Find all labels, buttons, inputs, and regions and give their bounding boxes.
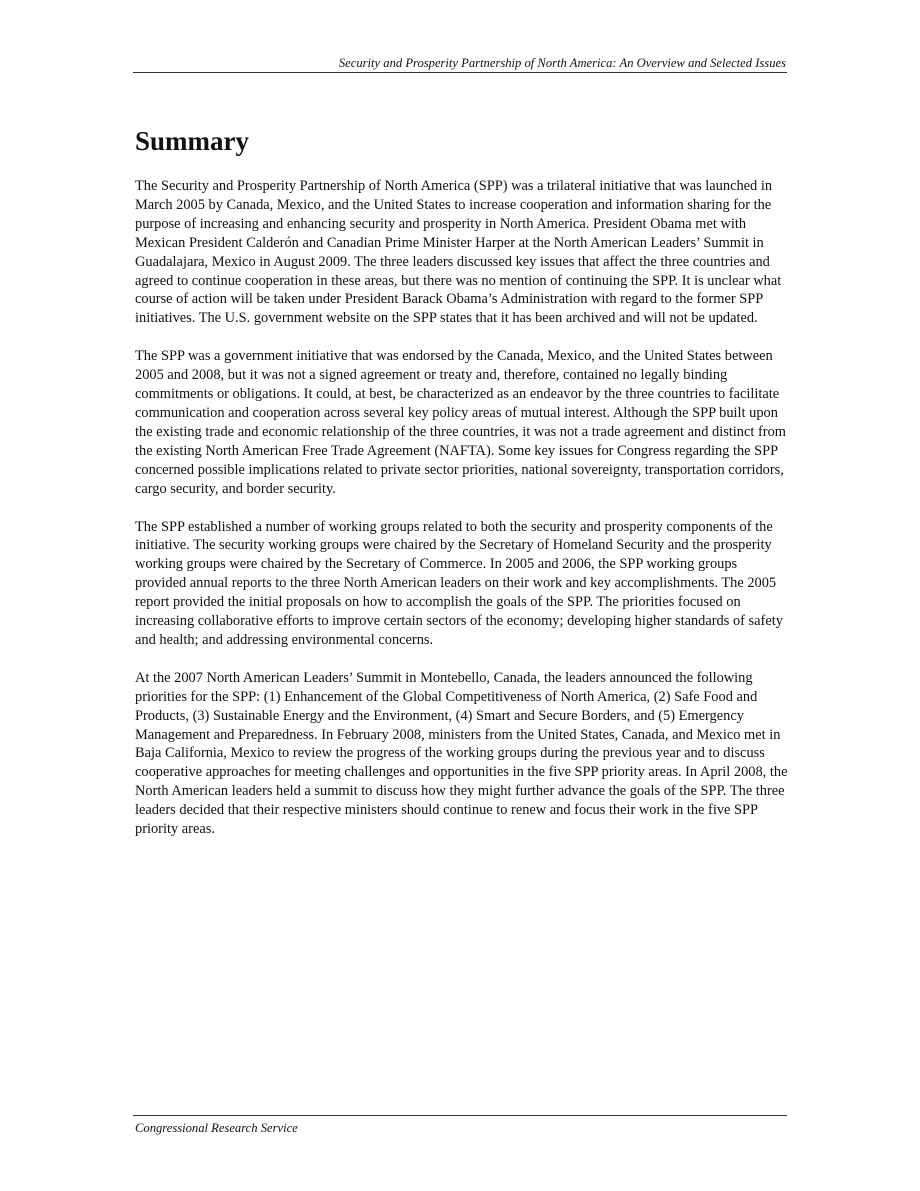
footer-source: Congressional Research Service: [135, 1121, 298, 1135]
summary-body: [135, 177, 790, 858]
summary-paragraph-2: The SPP was a government initiative that was endorsed by the Canada, Mexico, and the United States between 2005 and 2008, but it was not a signed agreement or treaty and, therefore, contained no legally binding commitments or obligations. It could, at best, be characterized as an endeavor by the three countries to facilitate communication and cooperation across several key policy areas of mutual interest. Although the SPP built upon the existing trade and economic relationship of the three countries, it was not a trade agreement and distinct from the existing North American Free Trade Agreement (NAFTA). Some key issues for Congress regarding the SPP concerned possible implications related to private sector priorities, national sovereignty, transportation corridors, cargo security, and border security.: [135, 348, 786, 497]
summary-paragraph-4: At the 2007 North American Leaders’ Summit in Montebello, Canada, the leaders announced the following priorities for the SPP: (1) Enhancement of the Global Competitiveness of North America, (2) Safe Food and Products, (3) Sustainable Energy and the Environment, (4) Smart and Secure Borders, and (5) Emergency Management and Preparedness. In February 2008, ministers from the United States, Canada, and Mexico met in Baja California, Mexico to review the progress of the working groups during the previous year and to discuss cooperative approaches for meeting challenges and opportunities in the five SPP priority areas. In April 2008, the North American leaders held a summit to discuss how they might further advance the goals of the SPP. The three leaders decided that their respective ministers should continue to renew and focus their work in the five SPP priority areas.: [135, 669, 788, 838]
header-divider: [133, 72, 787, 73]
summary-paragraph-3: The SPP established a number of working groups related to both the security and prosperity components of the initiative. The security working groups were chaired by the Secretary of Homeland Security and the prosperity working groups were chaired by the Secretary of Commerce. In 2005 and 2006, the SPP working groups provided annual reports to the three North American leaders on their work and key accomplishments. The 2005 report provided the initial proposals on how to accomplish the goals of the SPP. The priorities focused on increasing collaborative efforts to improve certain sectors of the economy; developing higher standards of safety and health; and addressing environmental concerns.: [135, 518, 783, 648]
footer-divider: [133, 1115, 787, 1116]
section-title: Summary: [135, 126, 249, 156]
summary-paragraph-1: The Security and Prosperity Partnership of North America (SPP) was a trilateral initiative that was launched in March 2005 by Canada, Mexico, and the United States to increase cooperation and information sharing for the purpose of increasing and enhancing security and prosperity in North America. President Obama met with Mexican President Calderón and Canadian Prime Minister Harper at the North American Leaders’ Summit in Guadalajara, Mexico in August 2009. The three leaders discussed key issues that affect the three countries and agreed to continue cooperation in these areas, but there was no mention of continuing the SPP. It is unclear what course of action will be taken under President Barack Obama’s Administration with regard to the former SPP initiatives. The U.S. government website on the SPP states that it has been archived and will not be updated.: [135, 178, 782, 327]
running-header: Security and Prosperity Partnership of North America: An Overview and Selected Issues: [338, 56, 786, 70]
